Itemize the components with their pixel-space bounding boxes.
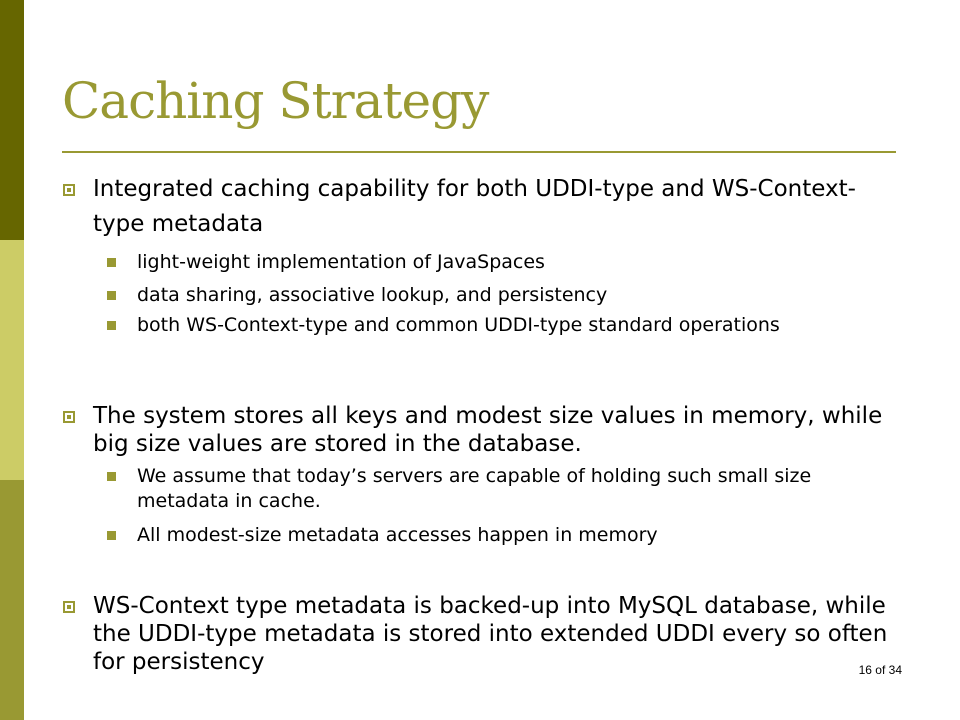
bullet-item: [93, 402, 893, 458]
square-bullet-icon: [63, 184, 75, 196]
filled-square-bullet-icon: [107, 321, 116, 330]
sub-bullet-item: [137, 250, 857, 275]
bullet-text: WS-Context type metadata is backed-up into MySQL database, while the UDDI-type metadata is stored into extended UDDI every so often for persistency: [93, 593, 888, 675]
page-number: [859, 663, 902, 677]
sub-bullet-text: data sharing, associative lookup, and persistency: [137, 284, 608, 306]
sub-bullet-text: light-weight implementation of JavaSpaces: [137, 251, 545, 273]
filled-square-bullet-icon: [107, 291, 116, 300]
filled-square-bullet-icon: [107, 258, 116, 267]
sub-bullet-item: [137, 313, 857, 338]
sub-bullet-text: All modest-size metadata accesses happen in memory: [137, 524, 658, 546]
filled-square-bullet-icon: [107, 472, 116, 481]
sub-bullet-item: [137, 464, 857, 514]
bullet-text: The system stores all keys and modest size values in memory, while big size values are stored in the database.: [93, 403, 883, 457]
sub-bullet-item: [137, 523, 857, 548]
sub-bullet-text: We assume that today’s servers are capable of holding such small size metadata in cache.: [137, 465, 812, 512]
sub-bullet-text: both WS-Context-type and common UDDI-type standard operations: [137, 314, 780, 336]
page-number-total: of 34: [875, 663, 902, 677]
filled-square-bullet-icon: [107, 531, 116, 540]
bullet-text: Integrated caching capability for both UDDI-type and WS-Context-type metadata: [93, 176, 856, 237]
slide-title: Caching Strategy: [62, 72, 489, 130]
square-bullet-icon: [63, 411, 75, 423]
bullet-item: [93, 172, 883, 242]
sub-bullet-item: [137, 283, 857, 308]
square-bullet-icon: [63, 601, 75, 613]
bullet-item: [93, 592, 893, 676]
page-number-current: 16: [858, 663, 872, 677]
